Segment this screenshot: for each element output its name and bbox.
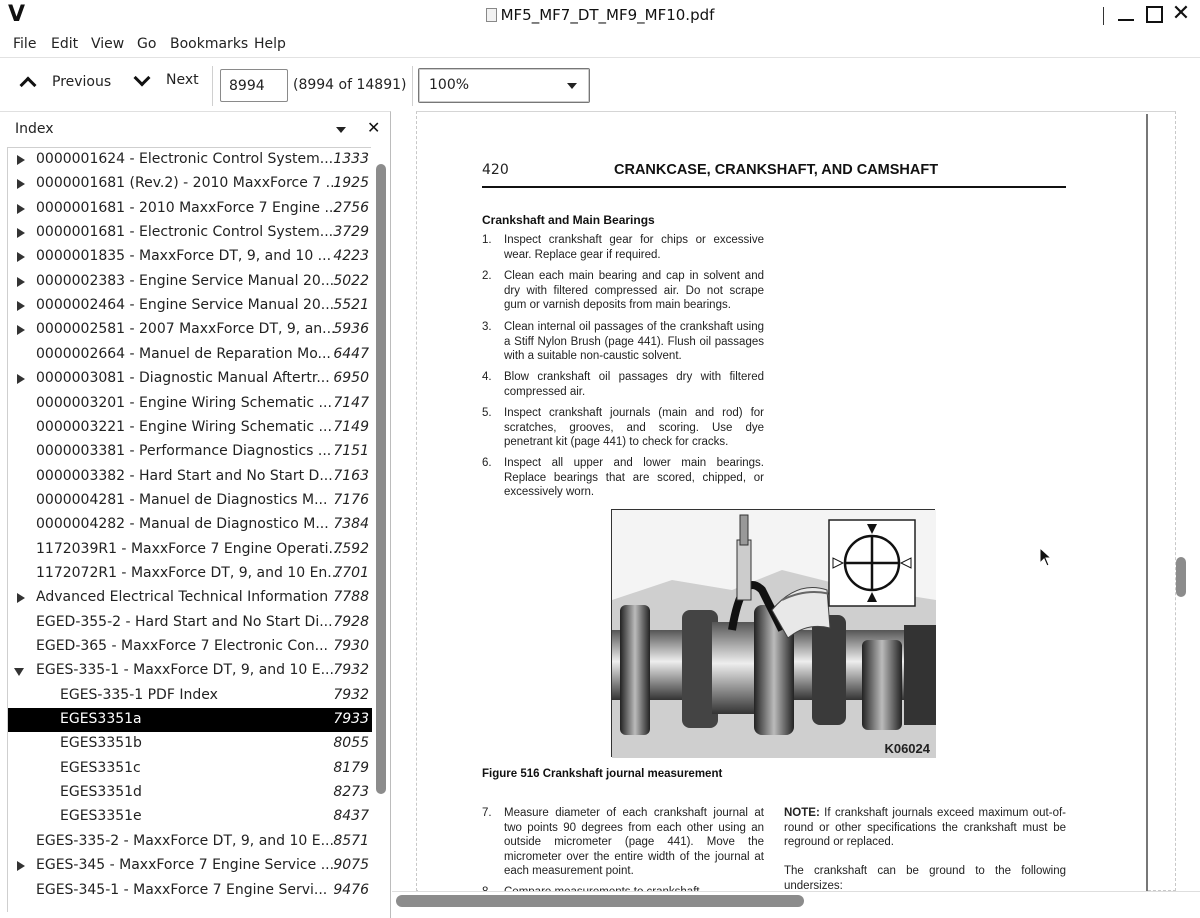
index-row[interactable] — [8, 538, 372, 562]
maximize-icon — [1146, 6, 1163, 23]
index-row-page: 5022 — [333, 272, 369, 289]
index-row-label: 0000003381 - Performance Diagnostics ... — [36, 443, 332, 460]
step-text: Inspect all upper and lower main bearings. Replace bearings that are scored, chipped, or excessively worn. — [504, 457, 764, 498]
index-row[interactable] — [8, 489, 372, 513]
collapsed-triangle-icon[interactable] — [17, 593, 25, 603]
index-row-label: EGED-365 - MaxxForce 7 Electronic Con... — [36, 638, 328, 654]
index-row-label: EGES3351e — [60, 808, 142, 825]
pdf-page — [418, 114, 1148, 891]
index-row-page: 8571 — [333, 832, 369, 849]
collapsed-triangle-icon[interactable] — [17, 155, 25, 165]
index-row-label: Advanced Electrical Technical Information — [36, 589, 329, 606]
index-row[interactable] — [8, 197, 372, 221]
figure-caption: Figure 516 Crankshaft journal measurement — [482, 768, 723, 780]
step-text: Inspect crankshaft gear for chips or excessive wear. Replace gear if required. — [504, 234, 764, 261]
index-row[interactable] — [8, 805, 372, 829]
index-row-label: 0000002581 - 2007 MaxxForce DT, 9, an... — [36, 321, 336, 338]
index-row-page: 9075 — [333, 857, 369, 874]
menu-help[interactable]: Help — [254, 36, 286, 52]
index-row-label: EGES3351c — [60, 759, 141, 776]
menu-bar — [0, 33, 1200, 57]
index-row-page: 6447 — [333, 345, 369, 362]
step-text: Inspect crankshaft journals (main and rod) for scratches, grooves, and scoring. Use dye penetrant kit (page 441) to check for cracks. — [504, 407, 764, 448]
minimize-icon — [1118, 19, 1134, 21]
figure-code: K06024 — [884, 741, 930, 756]
index-row-label: 0000004282 - Manual de Diagnostico M... — [36, 516, 329, 533]
menu-view[interactable]: View — [91, 36, 125, 52]
index-row-label: EGES-335-2 - MaxxForce DT, 9, and 10 E... — [36, 832, 334, 849]
sidebar-close-icon[interactable]: ✕ — [367, 118, 381, 137]
index-row[interactable] — [8, 270, 372, 294]
sidebar-header — [0, 112, 390, 146]
index-row-label: 0000001681 (Rev.2) - 2010 MaxxForce 7 ... — [36, 175, 340, 192]
page-heading: CRANKCASE, CRANKSHAFT, AND CAMSHAFT — [614, 162, 939, 178]
collapsed-triangle-icon[interactable] — [17, 179, 25, 189]
index-row[interactable] — [8, 343, 372, 367]
index-row[interactable] — [8, 221, 372, 245]
index-row-label: 1172039R1 - MaxxForce 7 Engine Operati... — [36, 540, 342, 557]
index-row[interactable] — [8, 294, 372, 318]
page-number-input[interactable] — [220, 69, 288, 102]
index-row-label: EGES-345-1 - MaxxForce 7 Engine Servi... — [36, 881, 328, 898]
index-row[interactable] — [8, 708, 372, 732]
pdf-file-icon — [486, 8, 497, 22]
index-row-page: 7930 — [333, 638, 369, 654]
sidebar-title: Index — [15, 121, 54, 137]
next-label: Next — [166, 72, 199, 88]
step-text: Clean each main bearing and cap in solvent and dry with filtered compressed air. Do not scrape gum or varnish deposits from main bearings. — [504, 270, 764, 311]
heading-rule — [482, 186, 1066, 188]
collapsed-triangle-icon[interactable] — [17, 277, 25, 287]
dropdown-arrow-icon — [567, 83, 577, 89]
index-row-label: 0000003201 - Engine Wiring Schematic ... — [36, 394, 332, 411]
index-row-page: 8055 — [333, 735, 369, 752]
index-row[interactable] — [8, 732, 372, 756]
index-row-page: 8273 — [333, 784, 369, 801]
index-row[interactable] — [8, 416, 372, 440]
index-row-page: 7701 — [333, 564, 369, 581]
index-row-label: 0000002464 - Engine Service Manual 20... — [36, 297, 335, 314]
step-number: 1. — [482, 234, 492, 246]
index-row-label: 0000002664 - Manuel de Reparation Mo... — [36, 345, 331, 362]
step-number: 3. — [482, 321, 492, 333]
toolbar-divider — [412, 66, 413, 106]
index-row-page: 9476 — [333, 881, 369, 898]
window-title — [0, 6, 1200, 24]
menu-go[interactable]: Go — [137, 36, 157, 52]
zoom-select[interactable] — [418, 68, 590, 103]
index-row-page: 7592 — [333, 540, 369, 557]
step-text: Clean internal oil passages of the crankshaft using a Stiff Nylon Brush (page 441). Flush oil passages with a suitable non-caustic solvent. — [504, 321, 764, 362]
menu-edit[interactable]: Edit — [51, 36, 79, 52]
page-count: (8994 of 14891) — [293, 77, 407, 93]
index-row[interactable] — [8, 879, 372, 903]
sidebar-scrollbar-thumb[interactable] — [376, 164, 386, 794]
step-number: 4. — [482, 371, 492, 383]
menu-bookmarks[interactable]: Bookmarks — [170, 36, 249, 52]
document-vertical-scrollbar-thumb[interactable] — [1176, 557, 1186, 597]
index-row-page: 7384 — [333, 516, 369, 533]
title-bar — [0, 0, 1200, 33]
index-row-label: EGES-345 - MaxxForce 7 Engine Service ... — [36, 857, 335, 874]
index-row[interactable] — [8, 392, 372, 416]
index-row-label: 0000001835 - MaxxForce DT, 9, and 10 ... — [36, 248, 332, 265]
next-button[interactable] — [136, 72, 199, 88]
index-row-page: 5521 — [333, 297, 369, 314]
index-row-page: 8437 — [333, 808, 369, 825]
expanded-triangle-icon[interactable] — [14, 668, 24, 676]
index-row[interactable] — [8, 440, 372, 464]
index-row[interactable] — [8, 172, 372, 196]
index-row-label: 0000002383 - Engine Service Manual 20... — [36, 272, 335, 289]
index-row-label: EGES-335-1 PDF Index — [60, 686, 218, 703]
index-row[interactable] — [8, 245, 372, 269]
index-row[interactable] — [8, 513, 372, 537]
collapsed-triangle-icon[interactable] — [17, 252, 25, 262]
window-controls-divider — [1103, 7, 1104, 25]
index-row-page: 2756 — [333, 199, 369, 216]
undersize-paragraph: The crankshaft can be ground to the following undersizes: — [784, 865, 1066, 892]
index-row[interactable] — [8, 562, 372, 586]
index-row[interactable] — [8, 635, 372, 659]
window-title-text: MF5_MF7_DT_MF9_MF10.pdf — [500, 6, 715, 24]
index-row-page: 6950 — [333, 370, 369, 387]
maximize-button[interactable] — [1141, 4, 1167, 23]
index-row-label: 0000004281 - Manuel de Diagnostics M... — [36, 491, 328, 508]
index-row[interactable] — [8, 465, 372, 489]
step-number: 6. — [482, 457, 492, 469]
index-row[interactable] — [8, 854, 372, 878]
minimize-button[interactable] — [1113, 4, 1139, 21]
toolbar — [0, 57, 1200, 111]
index-row-label: 0000003221 - Engine Wiring Schematic ... — [36, 418, 332, 435]
index-row[interactable] — [8, 781, 372, 805]
collapsed-triangle-icon[interactable] — [17, 861, 25, 871]
index-row-label: 0000001681 - 2010 MaxxForce 7 Engine ... — [36, 199, 338, 216]
index-row-label: EGES-335-1 - MaxxForce DT, 9, and 10 E... — [36, 662, 334, 679]
step-number: 5. — [482, 407, 492, 419]
index-row-label: 0000003382 - Hard Start and No Start D... — [36, 467, 333, 484]
index-row-page: 5936 — [333, 321, 369, 338]
index-row-page: 4223 — [333, 248, 369, 265]
step-number: 2. — [482, 270, 492, 282]
index-row-page: 7163 — [333, 467, 369, 484]
index-row[interactable] — [8, 757, 372, 781]
index-row[interactable] — [8, 318, 372, 342]
index-row-label: 0000003081 - Diagnostic Manual Aftertr... — [36, 370, 330, 387]
collapsed-triangle-icon[interactable] — [17, 301, 25, 311]
step-number: 7. — [482, 807, 492, 819]
index-row-label: 0000001681 - Electronic Control System... — [36, 224, 334, 241]
collapsed-triangle-icon[interactable] — [17, 228, 25, 238]
document-horizontal-scrollbar-thumb[interactable] — [396, 895, 804, 907]
index-row-label: 0000001624 - Electronic Control System... — [36, 151, 334, 167]
index-row-page: 3729 — [333, 224, 369, 241]
note-label: NOTE: — [784, 807, 820, 819]
step-text: Blow crankshaft oil passages dry with filtered compressed air. — [504, 371, 764, 398]
index-row-page: 1333 — [333, 151, 369, 167]
index-row-label: EGES3351d — [60, 784, 142, 801]
note-text: If crankshaft journals exceed maximum out-of-round or other specifications the crankshaft must be reground or replaced. — [784, 807, 1066, 848]
chevron-up-icon — [20, 77, 37, 94]
previous-button[interactable] — [22, 72, 111, 91]
index-row[interactable] — [8, 367, 372, 391]
sidebar — [0, 111, 391, 918]
index-row-label: EGES3351b — [60, 735, 142, 752]
index-row-label: EGES3351a — [60, 711, 142, 728]
index-row[interactable] — [8, 684, 372, 708]
index-row-page: 7932 — [333, 662, 369, 679]
crankshaft-figure — [611, 509, 935, 757]
index-row-label: EGED-355-2 - Hard Start and No Start Di... — [36, 613, 333, 630]
section-title: Crankshaft and Main Bearings — [482, 213, 655, 227]
collapsed-triangle-icon[interactable] — [17, 204, 25, 214]
index-row-label: 1172072R1 - MaxxForce DT, 9, and 10 En... — [36, 564, 341, 581]
index-row-page: 7147 — [333, 394, 369, 411]
index-row-page: 7932 — [333, 686, 369, 703]
page-number-text: 420 — [482, 162, 509, 178]
index-row-page: 7151 — [333, 443, 369, 460]
step-text: Measure diameter of each crankshaft journal at two points 90 degrees from each other using an outside micrometer (page 441). Move the micrometer over the entire width of the journal at each measurement point. — [504, 807, 764, 877]
sidebar-mode-dropdown-icon[interactable] — [336, 127, 346, 133]
index-row[interactable] — [8, 611, 372, 635]
menu-file[interactable]: File — [13, 36, 37, 52]
close-window-button[interactable]: ✕ — [1171, 1, 1191, 26]
previous-label: Previous — [52, 73, 112, 90]
note-paragraph — [784, 806, 1066, 850]
toolbar-divider — [212, 66, 213, 106]
index-row[interactable] — [8, 830, 372, 854]
zoom-value: 100% — [429, 77, 470, 93]
index-row[interactable] — [8, 659, 372, 683]
index-row[interactable] — [8, 148, 372, 172]
index-tree — [7, 147, 371, 912]
mouse-pointer-icon — [1039, 547, 1053, 567]
index-row[interactable] — [8, 586, 372, 610]
index-row-page: 7176 — [333, 491, 369, 508]
collapsed-triangle-icon[interactable] — [17, 374, 25, 384]
index-row-page: 1925 — [333, 175, 369, 192]
index-row-page: 7788 — [333, 589, 369, 606]
document-view[interactable] — [392, 111, 1200, 918]
collapsed-triangle-icon[interactable] — [17, 325, 25, 335]
index-row-page: 7933 — [333, 711, 369, 728]
chevron-down-icon — [134, 69, 151, 86]
index-row-page: 8179 — [333, 759, 369, 776]
index-row-page: 7149 — [333, 418, 369, 435]
index-row-page: 7928 — [333, 613, 369, 630]
crankshaft-illustration — [612, 510, 936, 758]
app-logo: V — [8, 2, 26, 27]
